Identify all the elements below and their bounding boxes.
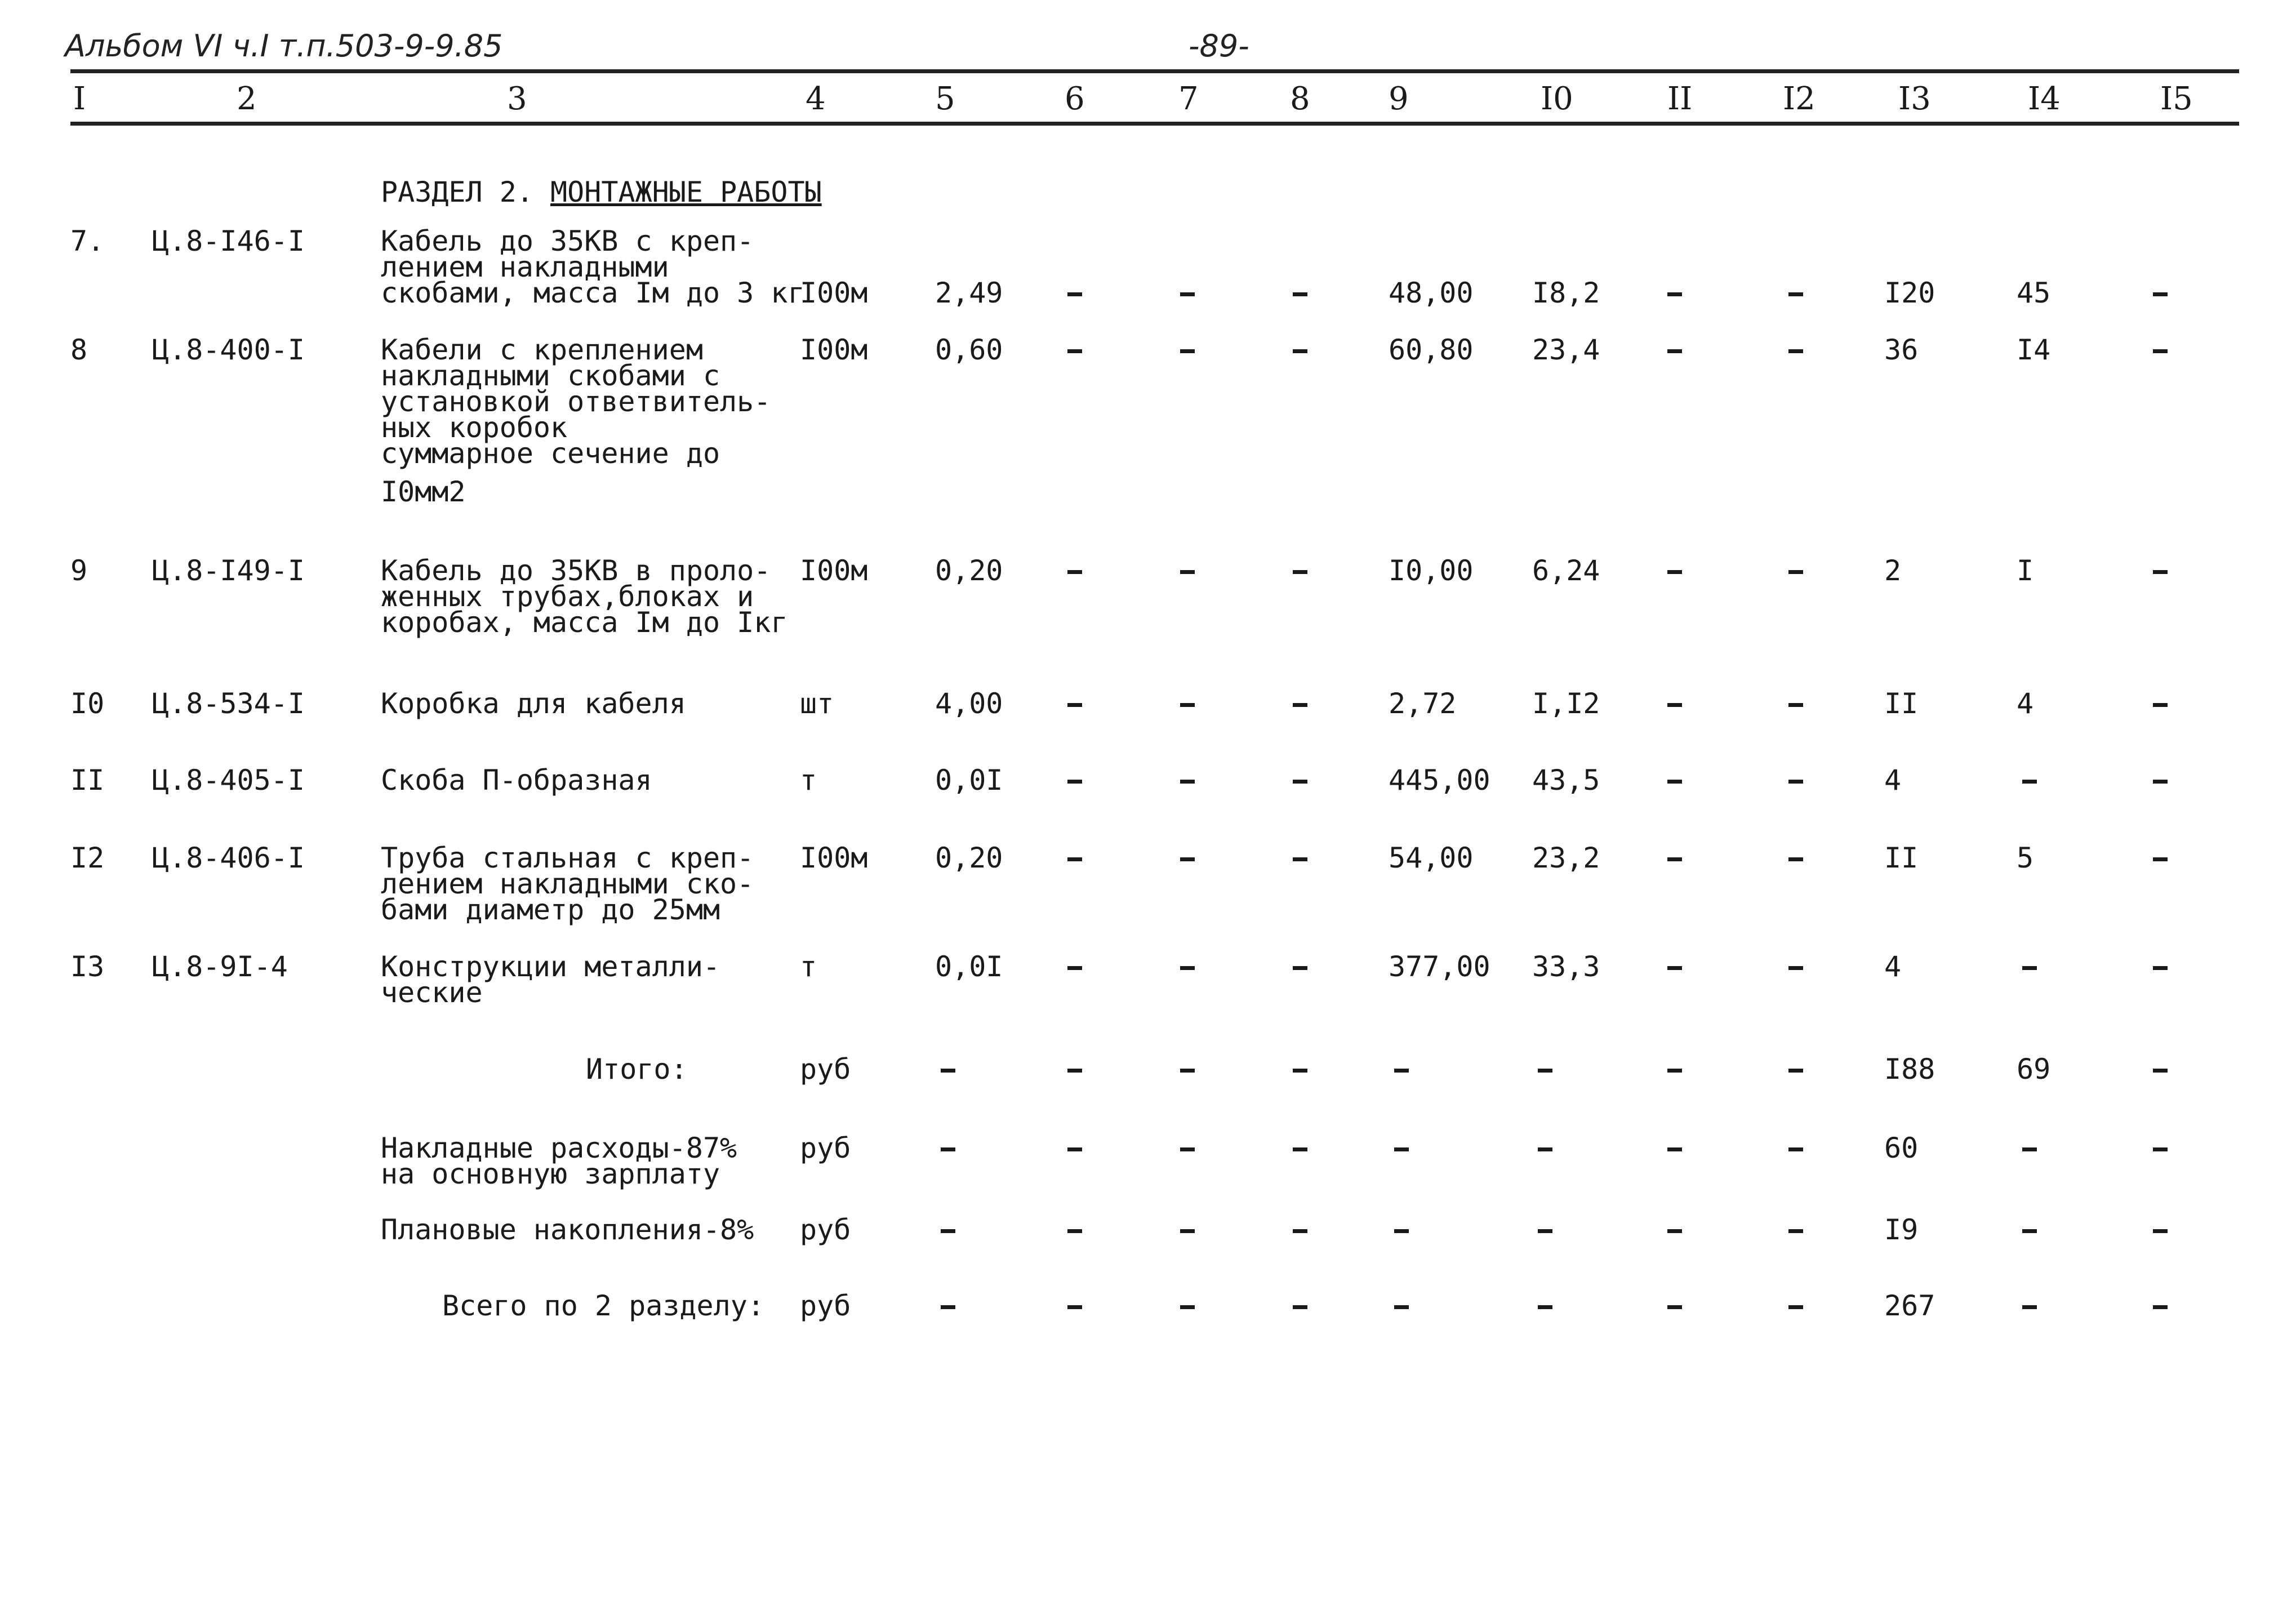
empty-dash <box>1067 292 1082 296</box>
empty-dash <box>1394 1305 1409 1309</box>
work-description: Кабель до 35КВ с креп- <box>381 225 754 257</box>
empty-dash <box>1538 1305 1552 1309</box>
section-title <box>381 176 822 208</box>
empty-dash <box>1293 1229 1307 1233</box>
norm-code: Ц.8-406-I <box>152 842 305 874</box>
work-description: скобами, масса Iм до 3 кг <box>381 277 805 309</box>
column-number: 7 <box>1178 81 1199 117</box>
value-c13: 267 <box>1884 1289 1935 1322</box>
empty-dash <box>1667 857 1682 861</box>
empty-dash <box>1788 1069 1803 1073</box>
work-description: Коробка для кабеля <box>381 687 686 720</box>
column-number: II <box>1667 81 1693 117</box>
empty-dash <box>1667 1305 1682 1309</box>
empty-dash <box>1293 349 1307 353</box>
value-c13: 4 <box>1884 764 1902 797</box>
norm-code: Ц.8-534-I <box>152 687 305 720</box>
column-number: I0 <box>1541 81 1573 117</box>
work-description: лением накладными ско- <box>381 868 754 900</box>
work-description: Труба стальная с креп- <box>381 842 754 874</box>
unit: руб <box>800 1053 851 1086</box>
empty-dash <box>2153 292 2168 296</box>
empty-dash <box>1538 1229 1552 1233</box>
value-qty: 4,00 <box>935 687 1003 720</box>
column-number: I4 <box>2028 81 2061 117</box>
empty-dash <box>1067 1305 1082 1309</box>
value-c14: 4 <box>2017 687 2034 720</box>
empty-dash <box>1180 1147 1195 1151</box>
empty-dash <box>2153 349 2168 353</box>
empty-dash <box>1180 349 1195 353</box>
work-description: ных коробок <box>381 411 568 444</box>
norm-code: Ц.8-I49-I <box>152 554 305 587</box>
row-number: 7. <box>70 225 105 257</box>
value-c9: 377,00 <box>1389 950 1490 983</box>
column-number: I2 <box>1783 81 1816 117</box>
empty-dash <box>1667 349 1682 353</box>
value-c13: 60 <box>1884 1132 1919 1164</box>
column-number: 4 <box>806 81 826 117</box>
norm-code: Ц.8-9I-4 <box>152 950 288 983</box>
page-number: -89- <box>1189 28 1249 64</box>
work-description: I0мм2 <box>381 475 466 508</box>
section-name: МОНТАЖНЫЕ РАБОТЫ <box>550 176 822 208</box>
empty-dash <box>1788 966 1803 970</box>
empty-dash <box>1538 1069 1552 1073</box>
value-c13: 4 <box>1884 950 1902 983</box>
value-c10: 23,4 <box>1532 333 1600 366</box>
value-c13: 36 <box>1884 333 1919 366</box>
album-reference: Альбом VI ч.I т.п.503-9-9.85 <box>65 28 503 64</box>
empty-dash <box>1180 966 1195 970</box>
empty-dash <box>1067 1147 1082 1151</box>
work-description: установкой ответвитель- <box>381 385 771 418</box>
empty-dash <box>1538 1147 1552 1151</box>
unit: руб <box>800 1132 851 1164</box>
value-c14: 5 <box>2017 842 2034 874</box>
value-c14: 45 <box>2017 277 2051 309</box>
unit: т <box>800 764 817 797</box>
empty-dash <box>1180 857 1195 861</box>
value-c9: 445,00 <box>1389 764 1490 797</box>
empty-dash <box>941 1069 955 1073</box>
empty-dash <box>1067 703 1082 707</box>
empty-dash <box>1788 857 1803 861</box>
column-number: 9 <box>1389 81 1409 117</box>
empty-dash <box>1667 292 1682 296</box>
empty-dash <box>1180 1069 1195 1073</box>
empty-dash <box>1180 1229 1195 1233</box>
empty-dash <box>1293 1305 1307 1309</box>
row-number: I0 <box>70 687 105 720</box>
value-qty: 0,20 <box>935 842 1003 874</box>
empty-dash <box>1180 780 1195 784</box>
value-c10: 6,24 <box>1532 554 1600 587</box>
empty-dash <box>2153 703 2168 707</box>
norm-code: Ц.8-400-I <box>152 333 305 366</box>
value-c10: 43,5 <box>1532 764 1600 797</box>
empty-dash <box>2153 1229 2168 1233</box>
value-c14: I4 <box>2017 333 2051 366</box>
empty-dash <box>1293 1069 1307 1073</box>
value-c9: 54,00 <box>1389 842 1474 874</box>
empty-dash <box>1293 1147 1307 1151</box>
total-label: Итого: <box>586 1053 688 1086</box>
empty-dash <box>1788 1229 1803 1233</box>
empty-dash <box>1394 1229 1409 1233</box>
empty-dash <box>2022 1229 2037 1233</box>
empty-dash <box>1180 703 1195 707</box>
empty-dash <box>1667 780 1682 784</box>
value-qty: 0,60 <box>935 333 1003 366</box>
empty-dash <box>2022 1147 2037 1151</box>
work-description: ческие <box>381 976 483 1009</box>
norm-code: Ц.8-I46-I <box>152 225 305 257</box>
work-description: суммарное сечение до <box>381 437 720 470</box>
empty-dash <box>1394 1069 1409 1073</box>
empty-dash <box>1788 1305 1803 1309</box>
row-number: 9 <box>70 554 88 587</box>
value-c13: I20 <box>1884 277 1935 309</box>
value-c14: 69 <box>2017 1053 2051 1086</box>
work-description: бами диаметр до 25мм <box>381 893 720 926</box>
value-qty: 0,0I <box>935 764 1003 797</box>
value-c10: I,I2 <box>1532 687 1600 720</box>
header-bottom-rule <box>70 122 2239 126</box>
top-rule <box>70 69 2239 73</box>
unit: I00м <box>800 333 868 366</box>
work-description: накладными скобами с <box>381 359 720 392</box>
value-c13: I88 <box>1884 1053 1935 1086</box>
work-description: Кабели с креплением <box>381 333 703 366</box>
value-c9: I0,00 <box>1389 554 1474 587</box>
row-number: I3 <box>70 950 105 983</box>
unit: I00м <box>800 554 868 587</box>
total-label: Плановые накопления-8% <box>381 1213 754 1246</box>
empty-dash <box>1788 780 1803 784</box>
value-c9: 60,80 <box>1389 333 1474 366</box>
column-number: 2 <box>237 81 257 117</box>
work-description: лением накладными <box>381 251 669 283</box>
row-number: 8 <box>70 333 88 366</box>
value-c13: II <box>1884 687 1919 720</box>
empty-dash <box>941 1147 955 1151</box>
row-number: II <box>70 764 105 797</box>
norm-code: Ц.8-405-I <box>152 764 305 797</box>
value-qty: 0,20 <box>935 554 1003 587</box>
empty-dash <box>2153 570 2168 574</box>
row-number: I2 <box>70 842 105 874</box>
empty-dash <box>1180 570 1195 574</box>
empty-dash <box>1067 1229 1082 1233</box>
empty-dash <box>1667 1069 1682 1073</box>
value-qty: 2,49 <box>935 277 1003 309</box>
empty-dash <box>1667 966 1682 970</box>
empty-dash <box>941 1229 955 1233</box>
column-number: I3 <box>1898 81 1931 117</box>
empty-dash <box>1067 1069 1082 1073</box>
value-c13: 2 <box>1884 554 1902 587</box>
empty-dash <box>2153 857 2168 861</box>
empty-dash <box>2153 780 2168 784</box>
empty-dash <box>1788 703 1803 707</box>
column-number: I5 <box>2160 81 2193 117</box>
empty-dash <box>1667 1147 1682 1151</box>
value-c10: 33,3 <box>1532 950 1600 983</box>
unit: руб <box>800 1213 851 1246</box>
value-c14: I <box>2017 554 2034 587</box>
empty-dash <box>1067 780 1082 784</box>
unit: руб <box>800 1289 851 1322</box>
column-number: 6 <box>1065 81 1085 117</box>
empty-dash <box>2022 780 2037 784</box>
empty-dash <box>1788 570 1803 574</box>
empty-dash <box>2153 1147 2168 1151</box>
column-number: I <box>73 81 86 117</box>
work-description: коробах, масса Iм до Iкг <box>381 606 788 639</box>
unit: I00м <box>800 277 868 309</box>
value-c9: 2,72 <box>1389 687 1457 720</box>
column-number: 3 <box>507 81 527 117</box>
unit: шт <box>800 687 834 720</box>
column-number: 5 <box>935 81 955 117</box>
unit: т <box>800 950 817 983</box>
empty-dash <box>2022 966 2037 970</box>
empty-dash <box>1667 1229 1682 1233</box>
work-description: Скоба П-образная <box>381 764 652 797</box>
empty-dash <box>941 1305 955 1309</box>
empty-dash <box>1293 857 1307 861</box>
empty-dash <box>1293 292 1307 296</box>
empty-dash <box>1788 292 1803 296</box>
empty-dash <box>2022 1305 2037 1309</box>
empty-dash <box>1788 1147 1803 1151</box>
total-label: на основную зарплату <box>381 1158 720 1190</box>
value-qty: 0,0I <box>935 950 1003 983</box>
total-label: Всего по 2 разделу: <box>442 1289 764 1322</box>
empty-dash <box>1067 570 1082 574</box>
empty-dash <box>1293 703 1307 707</box>
empty-dash <box>1180 292 1195 296</box>
value-c13: II <box>1884 842 1919 874</box>
value-c9: 48,00 <box>1389 277 1474 309</box>
empty-dash <box>1667 570 1682 574</box>
empty-dash <box>1293 570 1307 574</box>
empty-dash <box>2153 966 2168 970</box>
total-label: Накладные расходы-87% <box>381 1132 737 1164</box>
empty-dash <box>1394 1147 1409 1151</box>
empty-dash <box>1293 780 1307 784</box>
unit: I00м <box>800 842 868 874</box>
empty-dash <box>1180 1305 1195 1309</box>
work-description: Конструкции металли- <box>381 950 720 983</box>
empty-dash <box>2153 1305 2168 1309</box>
work-description: женных трубах,блоках и <box>381 580 754 613</box>
value-c10: I8,2 <box>1532 277 1600 309</box>
value-c13: I9 <box>1884 1213 1919 1246</box>
empty-dash <box>1067 857 1082 861</box>
empty-dash <box>2153 1069 2168 1073</box>
work-description: Кабель до 35КВ в проло- <box>381 554 771 587</box>
empty-dash <box>1788 349 1803 353</box>
empty-dash <box>1293 966 1307 970</box>
empty-dash <box>1067 349 1082 353</box>
empty-dash <box>1667 703 1682 707</box>
value-c10: 23,2 <box>1532 842 1600 874</box>
column-number: 8 <box>1290 81 1310 117</box>
section-prefix: РАЗДЕЛ 2. <box>381 176 533 208</box>
empty-dash <box>1067 966 1082 970</box>
